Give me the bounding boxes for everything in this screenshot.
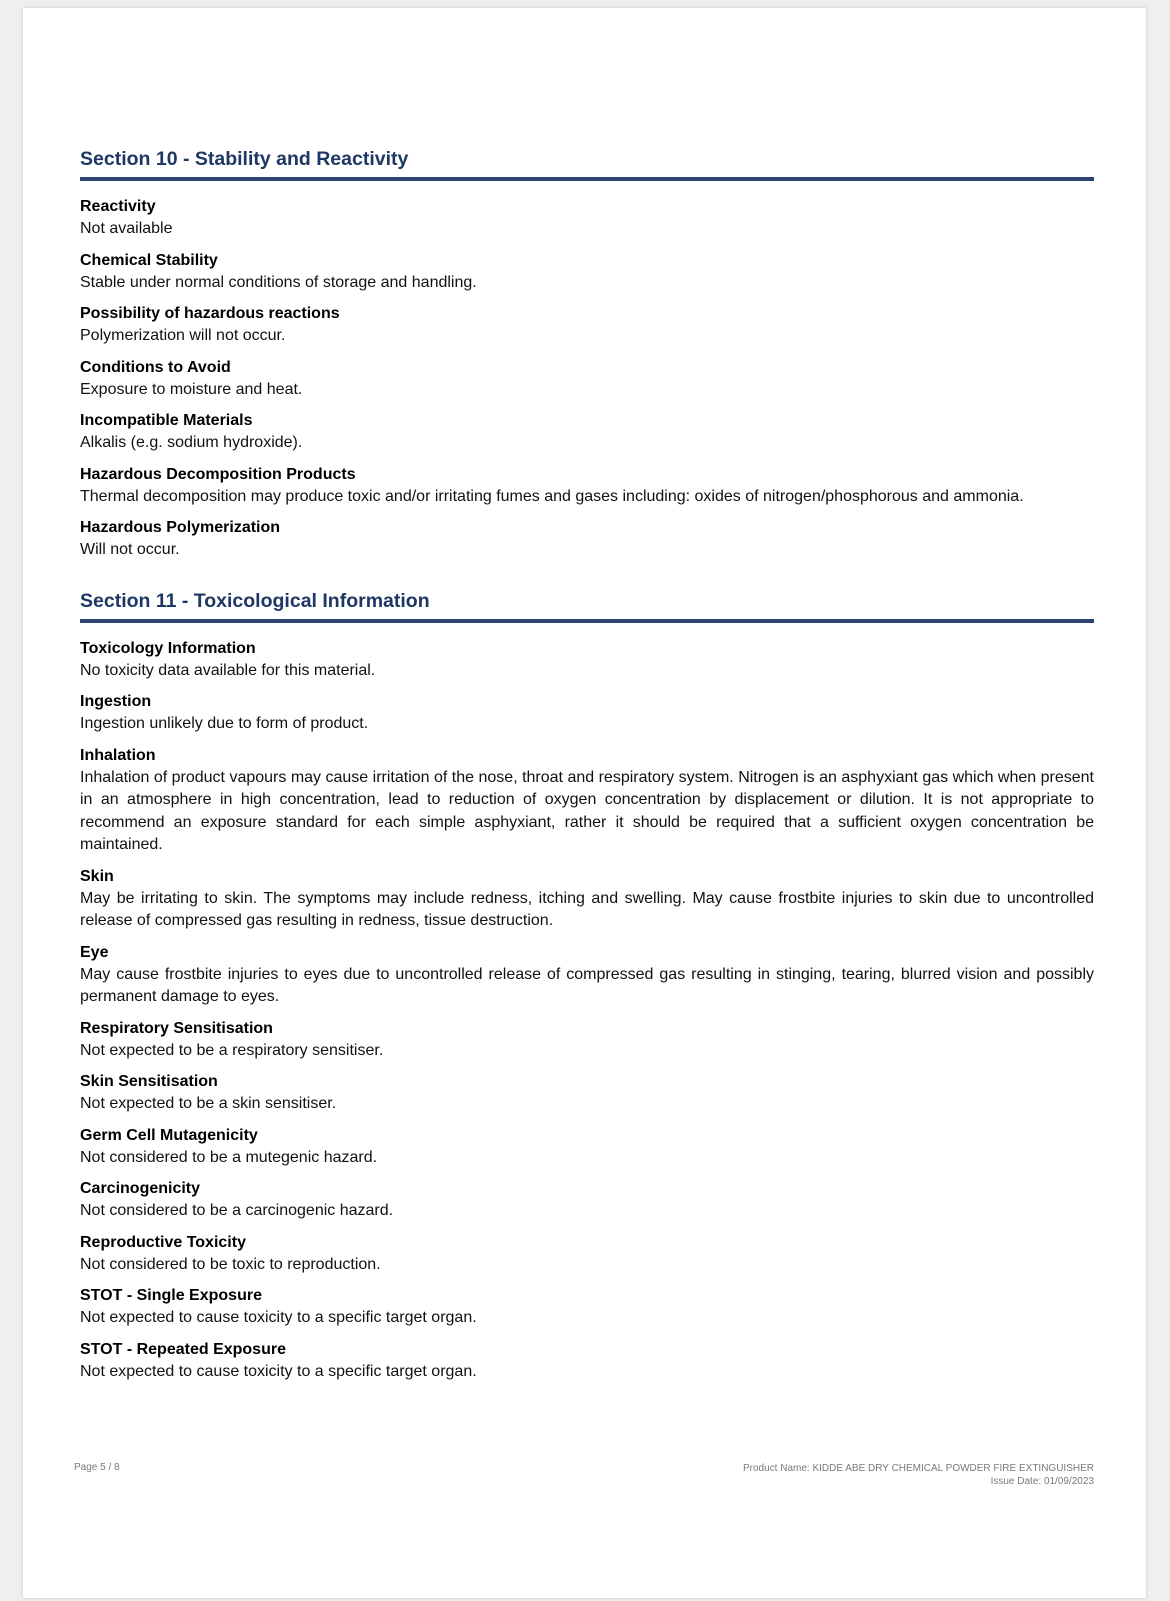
field-value: Alkalis (e.g. sodium hydroxide).: [80, 434, 303, 451]
field-germ-cell-mutagenicity: [80, 1125, 1094, 1170]
page-content: [80, 148, 1094, 1392]
field-value: Not considered to be a mutegenic hazard.: [80, 1148, 378, 1166]
field-carcinogenicity: [80, 1178, 1094, 1223]
field-value: No toxicity data available for this material.: [80, 661, 376, 679]
field-label: Reproductive Toxicity: [80, 1233, 246, 1251]
field-toxicology-information: [80, 638, 1094, 683]
field-label: Ingestion: [80, 693, 152, 710]
page-number: Page 5 / 8: [74, 1462, 120, 1473]
section-items: [80, 196, 1094, 562]
field-label: STOT - Repeated Exposure: [80, 1340, 286, 1358]
field-label: Reactivity: [80, 198, 156, 215]
document-page: [23, 8, 1146, 1598]
field-value: Not available: [80, 220, 173, 237]
section-10: [80, 148, 1094, 562]
field-value: May be irritating to skin. The symptoms may include redness, itching and swelling. May cause frostbite injuries to skin due to uncontrolled release of compressed gas resulting in redness, tissue destruction.: [80, 889, 1094, 929]
field-conditions-to-avoid: [80, 357, 1094, 402]
field-skin-sensitisation: [80, 1071, 1094, 1116]
field-label: Eye: [80, 943, 109, 961]
field-stot-single-exposure: [80, 1285, 1094, 1330]
field-label: Inhalation: [80, 746, 156, 764]
field-value: Ingestion unlikely due to form of product.: [80, 715, 369, 732]
field-label: Respiratory Sensitisation: [80, 1019, 273, 1037]
field-label: Possibility of hazardous reactions: [80, 305, 340, 322]
footer-info: [743, 1462, 1094, 1488]
field-value: Not expected to be a skin sensitiser.: [80, 1095, 337, 1112]
section-title: Section 10 - Stability and Reactivity: [80, 148, 1094, 181]
field-reproductive-toxicity: [80, 1232, 1094, 1277]
field-value: Not considered to be a carcinogenic hazard.: [80, 1202, 394, 1219]
field-label: Carcinogenicity: [80, 1180, 201, 1197]
field-value: Inhalation of product vapours may cause irritation of the nose, throat and respiratory system. Nitrogen is an asphyxiant gas which when present in an atmosphere in high concentration, lead to reduction of oxygen concentration by displacement or dilution. It is not appropriate to recommend an exposure standard for each simple asphyxiant, rather it should be required that a sufficient oxygen concentration be maintained.: [80, 768, 1094, 853]
field-label: Conditions to Avoid: [80, 358, 231, 376]
section-items: [80, 638, 1094, 1384]
field-label: Chemical Stability: [80, 251, 218, 269]
field-label: Skin Sensitisation: [80, 1073, 218, 1090]
field-skin: [80, 866, 1094, 933]
field-label: Germ Cell Mutagenicity: [80, 1126, 258, 1144]
field-reactivity: [80, 196, 1094, 241]
field-value: Stable under normal conditions of storage and handling.: [80, 273, 477, 291]
field-hazardous-reactions: [80, 303, 1094, 348]
field-value: Exposure to moisture and heat.: [80, 380, 303, 398]
field-value: Thermal decomposition may produce toxic and/or irritating fumes and gases including: oxides of nitrogen/phosphorous and ammonia.: [80, 487, 1024, 505]
field-value: Not considered to be toxic to reproduction.: [80, 1255, 381, 1273]
section-11: [80, 590, 1094, 1384]
field-value: Not expected to cause toxicity to a specific target organ.: [80, 1362, 477, 1380]
field-ingestion: [80, 691, 1094, 736]
issue-date: Issue Date: 01/09/2023: [990, 1476, 1094, 1487]
field-value: Will not occur.: [80, 541, 180, 558]
field-chemical-stability: [80, 250, 1094, 295]
field-respiratory-sensitisation: [80, 1018, 1094, 1063]
field-hazardous-polymerization: [80, 517, 1094, 562]
field-value: Polymerization will not occur.: [80, 327, 286, 344]
field-inhalation: [80, 745, 1094, 857]
section-title: Section 11 - Toxicological Information: [80, 590, 1094, 623]
field-label: Hazardous Polymerization: [80, 519, 281, 536]
field-incompatible-materials: [80, 410, 1094, 455]
field-label: Skin: [80, 867, 114, 885]
field-stot-repeated-exposure: [80, 1339, 1094, 1384]
field-label: Toxicology Information: [80, 639, 256, 657]
field-decomposition-products: [80, 464, 1094, 509]
field-value: May cause frostbite injuries to eyes due to uncontrolled release of compressed gas resulting in stinging, tearing, blurred vision and possibly permanent damage to eyes.: [80, 965, 1094, 1005]
product-name: Product Name: KIDDE ABE DRY CHEMICAL POWDER FIRE EXTINGUISHER: [742, 1463, 1094, 1474]
field-label: STOT - Single Exposure: [80, 1287, 262, 1304]
field-value: Not expected to cause toxicity to a specific target organ.: [80, 1309, 477, 1326]
field-eye: [80, 942, 1094, 1009]
field-label: Hazardous Decomposition Products: [80, 465, 356, 483]
field-value: Not expected to be a respiratory sensitiser.: [80, 1041, 384, 1059]
field-label: Incompatible Materials: [80, 412, 253, 429]
